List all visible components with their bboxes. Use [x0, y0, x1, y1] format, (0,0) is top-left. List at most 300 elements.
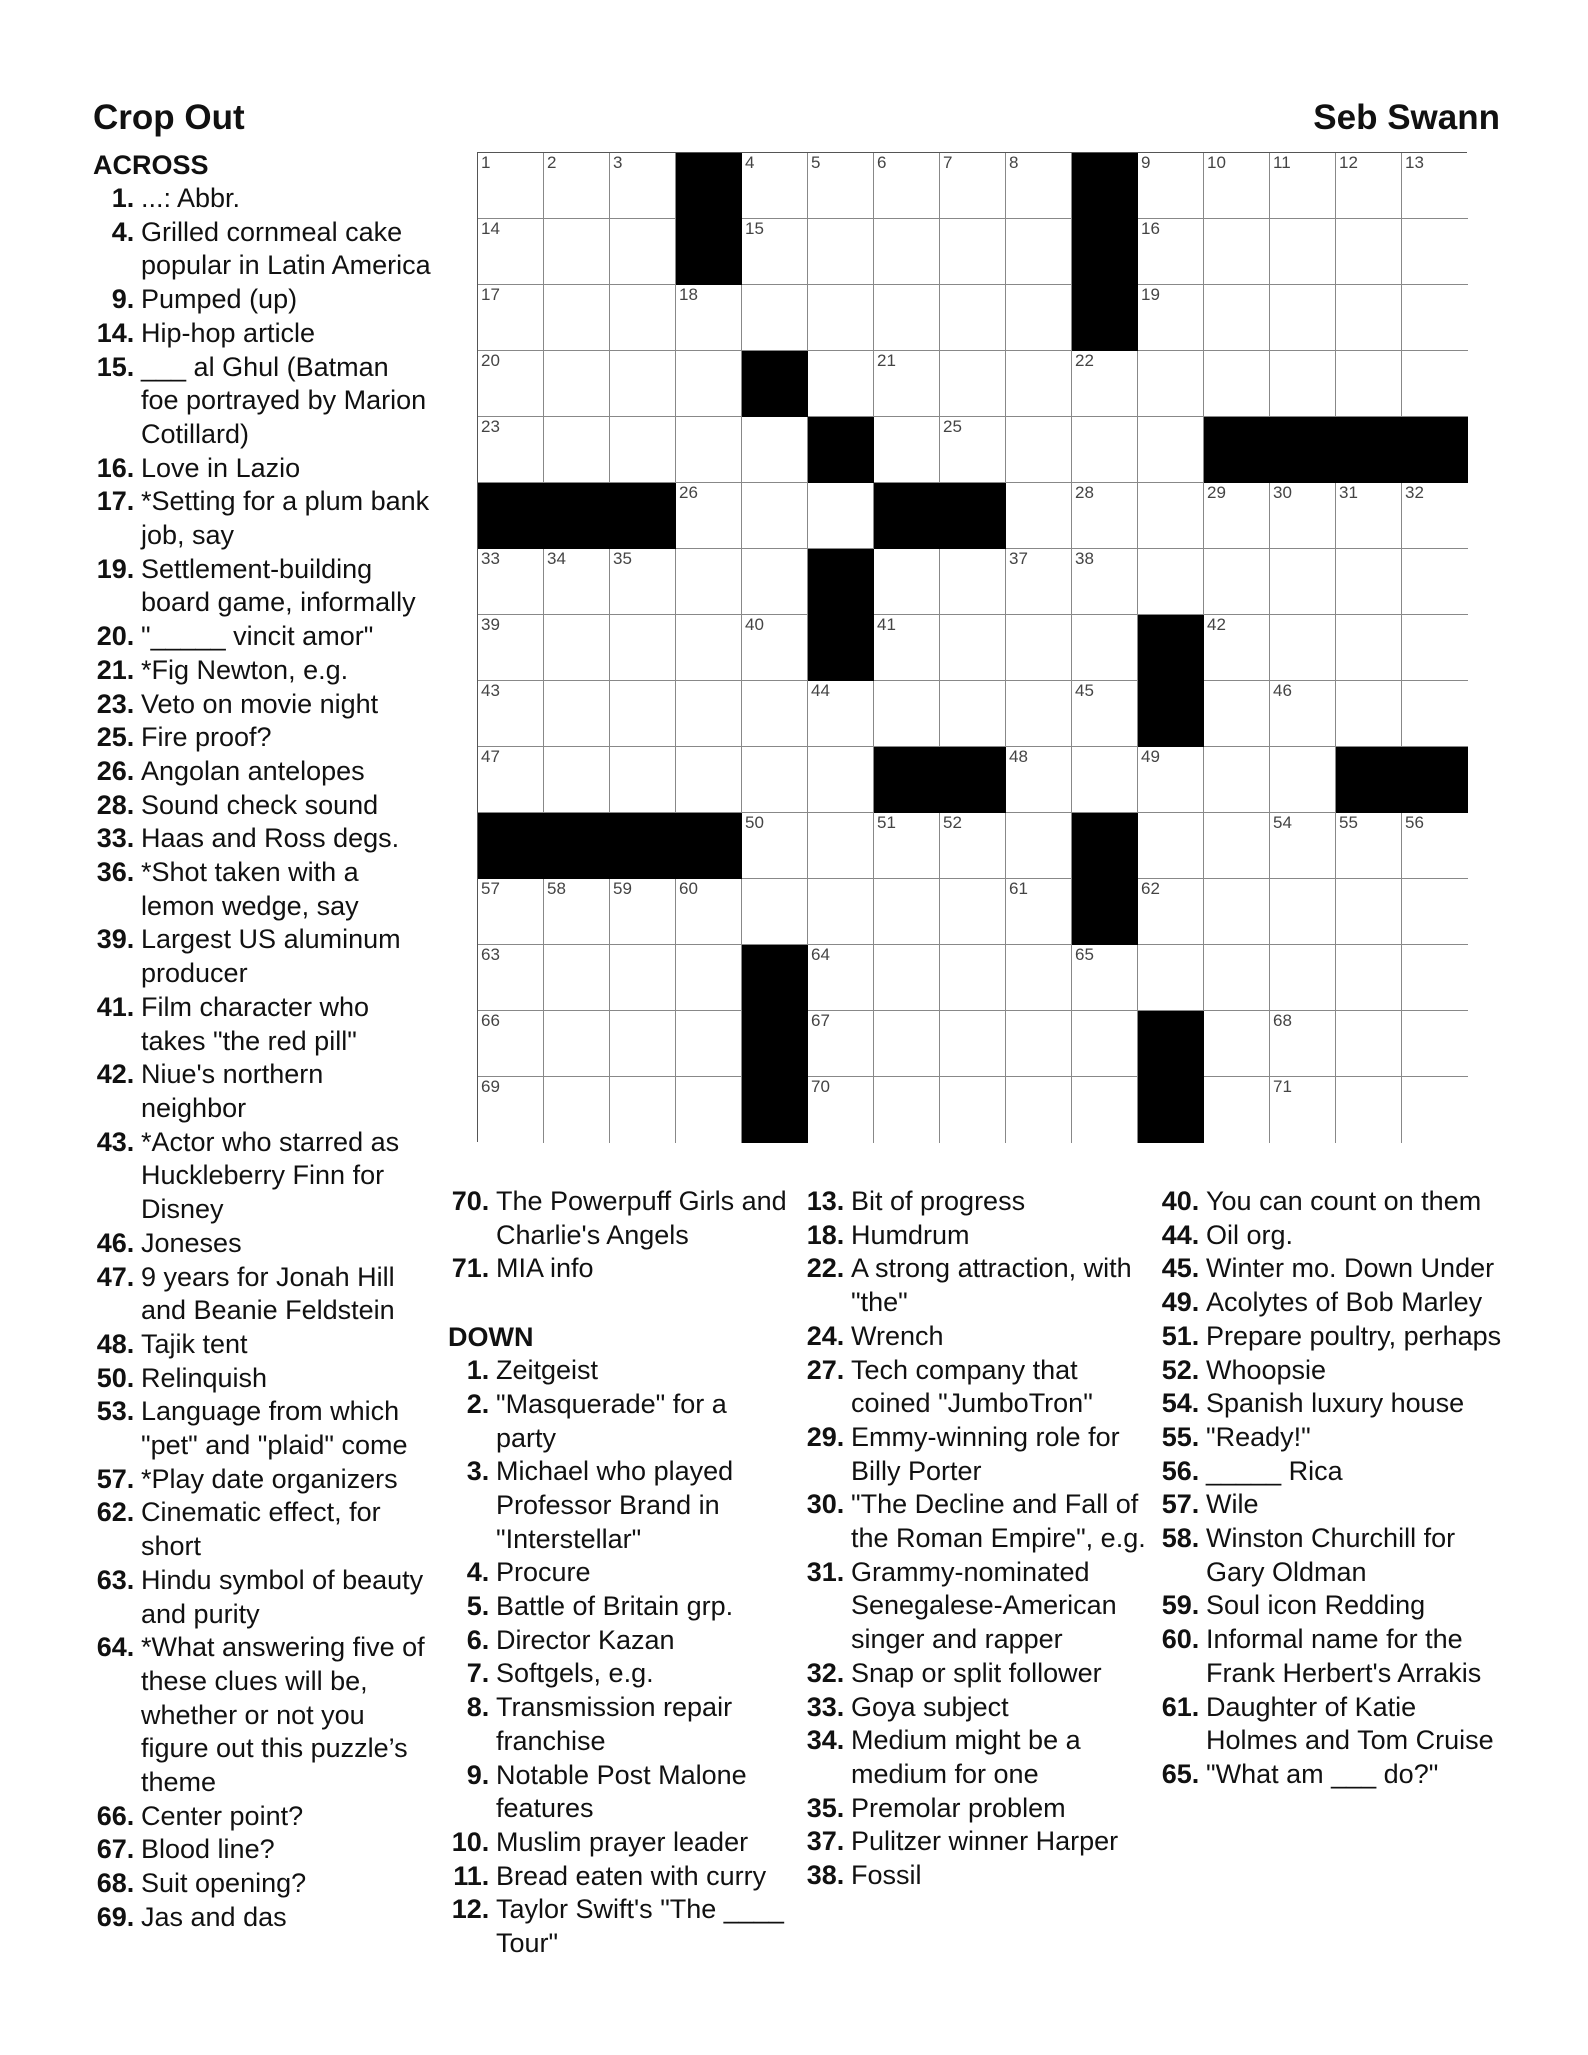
- down-clue: [1158, 1185, 1503, 1219]
- grid-cell[interactable]: [1270, 813, 1336, 879]
- clue-text: Emmy-winning role for Billy Porter: [851, 1421, 1120, 1486]
- grid-cell[interactable]: [1402, 879, 1468, 945]
- grid-cell[interactable]: [1270, 153, 1336, 219]
- grid-cell[interactable]: [1006, 945, 1072, 1011]
- grid-cell[interactable]: [1336, 549, 1402, 615]
- grid-cell[interactable]: [940, 1077, 1006, 1143]
- cell-number: 8: [1009, 153, 1019, 172]
- grid-cell[interactable]: [940, 153, 1006, 219]
- down-clue: [803, 1691, 1148, 1725]
- grid-cell[interactable]: [940, 813, 1006, 879]
- clue-text: "What am ___ do?": [1206, 1758, 1439, 1789]
- grid-cell[interactable]: [676, 1011, 742, 1077]
- down-clue: [803, 1185, 1148, 1219]
- grid-cell[interactable]: [478, 285, 544, 351]
- grid-cell[interactable]: [676, 285, 742, 351]
- across-clue: [93, 1126, 433, 1227]
- clue-text: Suit opening?: [141, 1868, 307, 1899]
- grid-cell[interactable]: [1402, 483, 1468, 549]
- grid-cell[interactable]: [808, 681, 874, 747]
- clue-number: 18.: [806, 1219, 845, 1250]
- grid-cell[interactable]: [610, 285, 676, 351]
- grid-cell[interactable]: [874, 813, 940, 879]
- grid-cell[interactable]: [742, 483, 808, 549]
- grid-cell[interactable]: [874, 945, 940, 1011]
- grid-cell[interactable]: [1204, 813, 1270, 879]
- grid-cell[interactable]: [478, 879, 544, 945]
- clue-text: Winston Churchill for Gary Oldman: [1206, 1523, 1456, 1587]
- grid-cell[interactable]: [1336, 153, 1402, 219]
- grid-cell[interactable]: [1006, 417, 1072, 483]
- grid-cell[interactable]: [1270, 1011, 1336, 1077]
- cell-number: 14: [481, 219, 500, 238]
- cell-number: 32: [1405, 483, 1424, 502]
- grid-cell[interactable]: [1204, 747, 1270, 813]
- cell-number: 29: [1207, 483, 1226, 502]
- grid-cell[interactable]: [1336, 813, 1402, 879]
- grid-cell[interactable]: [544, 879, 610, 945]
- grid-cell[interactable]: [544, 417, 610, 483]
- clue-number: 33.: [806, 1691, 845, 1722]
- grid-cell[interactable]: [544, 747, 610, 813]
- grid-cell[interactable]: [676, 549, 742, 615]
- clue-number: 20.: [96, 621, 135, 652]
- grid-cell[interactable]: [1006, 615, 1072, 681]
- grid-cell[interactable]: [1402, 285, 1468, 351]
- clue-number: 6.: [466, 1624, 490, 1655]
- clue-number: 22.: [806, 1253, 845, 1284]
- grid-cell[interactable]: [808, 285, 874, 351]
- clue-number: 26.: [96, 755, 135, 786]
- down-clue: [803, 1488, 1148, 1555]
- grid-cell[interactable]: [1138, 285, 1204, 351]
- down-clue: [1158, 1758, 1503, 1792]
- clue-number: 63.: [96, 1564, 135, 1595]
- grid-cell[interactable]: [742, 417, 808, 483]
- clue-text: Fire proof?: [141, 722, 272, 753]
- grid-cell[interactable]: [808, 945, 874, 1011]
- grid-cell[interactable]: [478, 153, 544, 219]
- grid-cell[interactable]: [1072, 1077, 1138, 1143]
- clue-text: A strong attraction, with "the": [851, 1253, 1132, 1318]
- grid-cell[interactable]: [874, 879, 940, 945]
- grid-cell[interactable]: [742, 285, 808, 351]
- grid-cell[interactable]: [1270, 549, 1336, 615]
- clue-text: Niue's northern neighbor: [141, 1059, 324, 1123]
- grid-cell[interactable]: [478, 549, 544, 615]
- grid-cell[interactable]: [808, 483, 874, 549]
- grid-cell[interactable]: [1402, 1077, 1468, 1143]
- grid-cell[interactable]: [1402, 1011, 1468, 1077]
- clue-text: Informal name for the Frank Herbert's Arrakis: [1206, 1624, 1482, 1688]
- across-clue: [93, 822, 433, 856]
- grid-cell[interactable]: [1138, 483, 1204, 549]
- clue-text: Soul icon Redding: [1206, 1590, 1426, 1621]
- grid-cell[interactable]: [808, 813, 874, 879]
- grid-cell[interactable]: [1072, 615, 1138, 681]
- grid-cell[interactable]: [940, 1011, 1006, 1077]
- grid-cell[interactable]: [874, 1011, 940, 1077]
- grid-cell[interactable]: [1270, 1077, 1336, 1143]
- cell-number: 60: [679, 879, 698, 898]
- clue-text: Tajik tent: [141, 1328, 248, 1359]
- grid-cell[interactable]: [808, 747, 874, 813]
- grid-cell[interactable]: [610, 153, 676, 219]
- across-clue: [93, 1800, 433, 1834]
- grid-cell[interactable]: [610, 681, 676, 747]
- grid-cell[interactable]: [1138, 945, 1204, 1011]
- grid-cell[interactable]: [1270, 351, 1336, 417]
- grid-cell[interactable]: [1336, 219, 1402, 285]
- grid-cell[interactable]: [1204, 879, 1270, 945]
- down-clue-list-continued: [803, 1185, 1148, 1893]
- grid-cell[interactable]: [1270, 615, 1336, 681]
- clue-number: 49.: [1161, 1287, 1200, 1318]
- across-clue: [93, 1328, 433, 1362]
- grid-cell[interactable]: [1072, 417, 1138, 483]
- grid-cell[interactable]: [478, 681, 544, 747]
- cell-number: 18: [679, 285, 698, 304]
- grid-cell[interactable]: [1072, 681, 1138, 747]
- grid-cell[interactable]: [676, 1077, 742, 1143]
- down-clue: [803, 1724, 1148, 1791]
- down-clue: [803, 1354, 1148, 1421]
- cell-number: 2: [547, 153, 557, 172]
- grid-cell[interactable]: [1138, 219, 1204, 285]
- black-square: [1072, 219, 1138, 285]
- clue-number: 37.: [806, 1826, 845, 1857]
- clue-text: Language from which "pet" and "plaid" come: [141, 1396, 408, 1461]
- grid-cell[interactable]: [544, 681, 610, 747]
- grid-cell[interactable]: [544, 285, 610, 351]
- clue-number: 64.: [96, 1632, 135, 1663]
- clue-text: Daughter of Katie Holmes and Tom Cruise: [1206, 1691, 1494, 1756]
- grid-cell[interactable]: [544, 219, 610, 285]
- grid-cell[interactable]: [1402, 813, 1468, 879]
- grid-cell[interactable]: [874, 219, 940, 285]
- grid-cell[interactable]: [1402, 219, 1468, 285]
- grid-cell[interactable]: [676, 681, 742, 747]
- down-clue-list: [448, 1354, 788, 1961]
- grid-cell[interactable]: [1138, 813, 1204, 879]
- grid-cell[interactable]: [1336, 879, 1402, 945]
- grid-cell[interactable]: [742, 813, 808, 879]
- grid-cell[interactable]: [676, 615, 742, 681]
- across-clue: [93, 1261, 433, 1328]
- grid-cell[interactable]: [742, 219, 808, 285]
- grid-cell[interactable]: [1006, 747, 1072, 813]
- down-clue: [1158, 1421, 1503, 1455]
- cell-number: 65: [1075, 945, 1094, 964]
- grid-cell[interactable]: [478, 351, 544, 417]
- grid-cell[interactable]: [1204, 219, 1270, 285]
- grid-cell[interactable]: [478, 1077, 544, 1143]
- grid-cell[interactable]: [478, 615, 544, 681]
- clue-text: ___ al Ghul (Batman foe portrayed by Marion Cotillard): [141, 351, 427, 449]
- grid-cell[interactable]: [1270, 285, 1336, 351]
- cell-number: 68: [1273, 1011, 1292, 1030]
- grid-cell[interactable]: [1204, 1077, 1270, 1143]
- clue-number: 56.: [1161, 1455, 1200, 1486]
- grid-cell[interactable]: [940, 417, 1006, 483]
- clue-number: 19.: [96, 553, 135, 584]
- down-clue: [448, 1893, 788, 1960]
- grid-cell[interactable]: [742, 615, 808, 681]
- grid-cell[interactable]: [1402, 549, 1468, 615]
- grid-cell[interactable]: [676, 417, 742, 483]
- grid-cell[interactable]: [1204, 681, 1270, 747]
- across-clue-list-continued: [448, 1185, 788, 1286]
- grid-cell[interactable]: [544, 1011, 610, 1077]
- grid-cell[interactable]: [1072, 351, 1138, 417]
- grid-cell[interactable]: [1006, 549, 1072, 615]
- grid-cell[interactable]: [1336, 285, 1402, 351]
- clue-text: *Actor who starred as Huckleberry Finn for Disney: [141, 1126, 400, 1225]
- across-clue: [93, 485, 433, 552]
- down-clue: [803, 1657, 1148, 1691]
- grid-cell[interactable]: [808, 219, 874, 285]
- clue-number: 53.: [96, 1396, 135, 1427]
- grid-cell[interactable]: [544, 615, 610, 681]
- grid-cell[interactable]: [1006, 879, 1072, 945]
- grid-cell[interactable]: [808, 879, 874, 945]
- down-clue: [448, 1826, 788, 1860]
- grid-cell[interactable]: [1270, 483, 1336, 549]
- grid-cell[interactable]: [610, 549, 676, 615]
- grid-cell[interactable]: [940, 285, 1006, 351]
- clue-number: 59.: [1161, 1590, 1200, 1621]
- down-clue: [1158, 1219, 1503, 1253]
- grid-cell[interactable]: [1138, 417, 1204, 483]
- clue-text: Spanish luxury house: [1206, 1388, 1465, 1419]
- clue-number: 62.: [96, 1497, 135, 1528]
- grid-cell[interactable]: [1336, 945, 1402, 1011]
- grid-cell[interactable]: [544, 351, 610, 417]
- cell-number: 9: [1141, 153, 1151, 172]
- grid-cell[interactable]: [940, 945, 1006, 1011]
- black-square: [1072, 813, 1138, 879]
- grid-cell[interactable]: [1072, 1011, 1138, 1077]
- grid-cell[interactable]: [940, 681, 1006, 747]
- grid-cell[interactable]: [1138, 351, 1204, 417]
- clue-number: 51.: [1161, 1320, 1200, 1351]
- grid-cell[interactable]: [874, 615, 940, 681]
- black-square: [1402, 747, 1468, 813]
- grid-cell[interactable]: [1138, 153, 1204, 219]
- grid-cell[interactable]: [1006, 1077, 1072, 1143]
- grid-cell[interactable]: [544, 1077, 610, 1143]
- grid-cell[interactable]: [1072, 747, 1138, 813]
- grid-cell[interactable]: [742, 549, 808, 615]
- cell-number: 13: [1405, 153, 1424, 172]
- grid-cell[interactable]: [808, 153, 874, 219]
- clue-number: 44.: [1161, 1219, 1200, 1250]
- clue-number: 23.: [96, 688, 135, 719]
- grid-cell[interactable]: [940, 351, 1006, 417]
- grid-cell[interactable]: [1402, 153, 1468, 219]
- grid-cell[interactable]: [1138, 879, 1204, 945]
- grid-cell[interactable]: [478, 945, 544, 1011]
- grid-cell[interactable]: [1270, 945, 1336, 1011]
- grid-cell[interactable]: [1336, 615, 1402, 681]
- across-clue: [93, 1058, 433, 1125]
- grid-cell[interactable]: [1204, 285, 1270, 351]
- clue-number: 58.: [1161, 1523, 1200, 1554]
- grid-cell[interactable]: [1402, 351, 1468, 417]
- down-heading: DOWN: [448, 1322, 534, 1353]
- clue-text: Angolan antelopes: [141, 755, 365, 786]
- black-square: [1204, 417, 1270, 483]
- grid-cell[interactable]: [940, 219, 1006, 285]
- across-clue: [93, 1833, 433, 1867]
- clue-number: 57.: [96, 1463, 135, 1494]
- grid-cell[interactable]: [478, 747, 544, 813]
- cell-number: 7: [943, 153, 953, 172]
- grid-cell[interactable]: [874, 153, 940, 219]
- grid-cell[interactable]: [1336, 681, 1402, 747]
- cell-number: 33: [481, 549, 500, 568]
- grid-cell[interactable]: [1270, 879, 1336, 945]
- grid-cell[interactable]: [544, 945, 610, 1011]
- grid-cell[interactable]: [478, 1011, 544, 1077]
- clue-text: *Shot taken with a lemon wedge, say: [141, 857, 359, 921]
- grid-cell[interactable]: [742, 747, 808, 813]
- grid-cell[interactable]: [742, 153, 808, 219]
- grid-cell[interactable]: [1138, 549, 1204, 615]
- grid-cell[interactable]: [610, 351, 676, 417]
- grid-cell[interactable]: [610, 219, 676, 285]
- grid-cell[interactable]: [1336, 483, 1402, 549]
- clue-text: Humdrum: [851, 1219, 970, 1250]
- grid-cell[interactable]: [1006, 813, 1072, 879]
- grid-cell[interactable]: [676, 747, 742, 813]
- clue-number: 36.: [96, 857, 135, 888]
- grid-cell[interactable]: [1072, 945, 1138, 1011]
- grid-cell[interactable]: [874, 285, 940, 351]
- cell-number: 19: [1141, 285, 1160, 304]
- grid-cell[interactable]: [1336, 351, 1402, 417]
- grid-cell[interactable]: [610, 747, 676, 813]
- grid-cell[interactable]: [1006, 483, 1072, 549]
- grid-cell[interactable]: [1204, 153, 1270, 219]
- grid-cell[interactable]: [742, 879, 808, 945]
- grid-cell[interactable]: [610, 615, 676, 681]
- down-clue: [448, 1455, 788, 1556]
- across-clue: [93, 1496, 433, 1563]
- cell-number: 34: [547, 549, 566, 568]
- grid-cell[interactable]: [1072, 549, 1138, 615]
- grid-cell[interactable]: [874, 681, 940, 747]
- grid-cell[interactable]: [1138, 747, 1204, 813]
- clue-text: *Setting for a plum bank job, say: [141, 486, 430, 551]
- clue-text: "Ready!": [1206, 1421, 1311, 1452]
- grid-cell[interactable]: [1204, 615, 1270, 681]
- grid-cell[interactable]: [676, 879, 742, 945]
- grid-cell[interactable]: [1402, 945, 1468, 1011]
- grid-cell[interactable]: [676, 351, 742, 417]
- clue-number: 15.: [96, 351, 135, 382]
- clue-number: 2.: [466, 1388, 490, 1419]
- grid-cell[interactable]: [1204, 945, 1270, 1011]
- grid-cell[interactable]: [1204, 549, 1270, 615]
- down-clue: [1158, 1522, 1503, 1589]
- clue-number: 33.: [96, 823, 135, 854]
- grid-cell[interactable]: [940, 879, 1006, 945]
- grid-cell[interactable]: [1336, 1077, 1402, 1143]
- grid-cell[interactable]: [610, 417, 676, 483]
- black-square: [742, 351, 808, 417]
- black-square: [610, 813, 676, 879]
- grid-cell[interactable]: [1336, 1011, 1402, 1077]
- grid-cell[interactable]: [544, 153, 610, 219]
- grid-cell[interactable]: [940, 549, 1006, 615]
- clue-number: 60.: [1161, 1624, 1200, 1655]
- grid-cell[interactable]: [1270, 219, 1336, 285]
- clue-text: Snap or split follower: [851, 1657, 1102, 1688]
- grid-cell[interactable]: [1402, 681, 1468, 747]
- grid-cell[interactable]: [1204, 483, 1270, 549]
- grid-cell[interactable]: [676, 483, 742, 549]
- grid-cell[interactable]: [1006, 219, 1072, 285]
- grid-cell[interactable]: [610, 945, 676, 1011]
- grid-cell[interactable]: [1006, 351, 1072, 417]
- grid-cell[interactable]: [1270, 747, 1336, 813]
- across-clue: [93, 553, 433, 620]
- grid-cell[interactable]: [808, 1077, 874, 1143]
- across-clue: [448, 1252, 788, 1286]
- across-clue: [93, 1362, 433, 1396]
- across-clue: [93, 1631, 433, 1800]
- clue-number: 31.: [806, 1556, 845, 1587]
- grid-cell[interactable]: [742, 681, 808, 747]
- clue-number: 71.: [451, 1253, 490, 1284]
- grid-cell[interactable]: [676, 945, 742, 1011]
- grid-cell[interactable]: [610, 879, 676, 945]
- grid-cell[interactable]: [1402, 615, 1468, 681]
- grid-cell[interactable]: [610, 1011, 676, 1077]
- clue-number: 17.: [96, 486, 135, 517]
- grid-cell[interactable]: [1270, 681, 1336, 747]
- grid-cell[interactable]: [1006, 1011, 1072, 1077]
- grid-cell[interactable]: [1006, 285, 1072, 351]
- cell-number: 54: [1273, 813, 1292, 832]
- grid-cell[interactable]: [544, 549, 610, 615]
- grid-cell[interactable]: [1006, 681, 1072, 747]
- clue-number: 69.: [96, 1901, 135, 1932]
- grid-cell[interactable]: [478, 417, 544, 483]
- cell-number: 15: [745, 219, 764, 238]
- grid-cell[interactable]: [610, 1077, 676, 1143]
- clue-text: *Play date organizers: [141, 1463, 398, 1494]
- grid-cell[interactable]: [808, 351, 874, 417]
- grid-cell[interactable]: [478, 219, 544, 285]
- grid-cell[interactable]: [1204, 351, 1270, 417]
- grid-cell[interactable]: [874, 351, 940, 417]
- grid-cell[interactable]: [1204, 1011, 1270, 1077]
- grid-cell[interactable]: [1072, 483, 1138, 549]
- grid-cell[interactable]: [874, 549, 940, 615]
- down-clue: [803, 1792, 1148, 1826]
- grid-cell[interactable]: [1006, 153, 1072, 219]
- grid-cell[interactable]: [874, 1077, 940, 1143]
- black-square: [1138, 681, 1204, 747]
- grid-cell[interactable]: [940, 615, 1006, 681]
- grid-cell[interactable]: [874, 417, 940, 483]
- across-clue: [93, 856, 433, 923]
- grid-cell[interactable]: [808, 1011, 874, 1077]
- clue-text: Grilled cornmeal cake popular in Latin America: [141, 216, 431, 281]
- down-clue: [1158, 1691, 1503, 1758]
